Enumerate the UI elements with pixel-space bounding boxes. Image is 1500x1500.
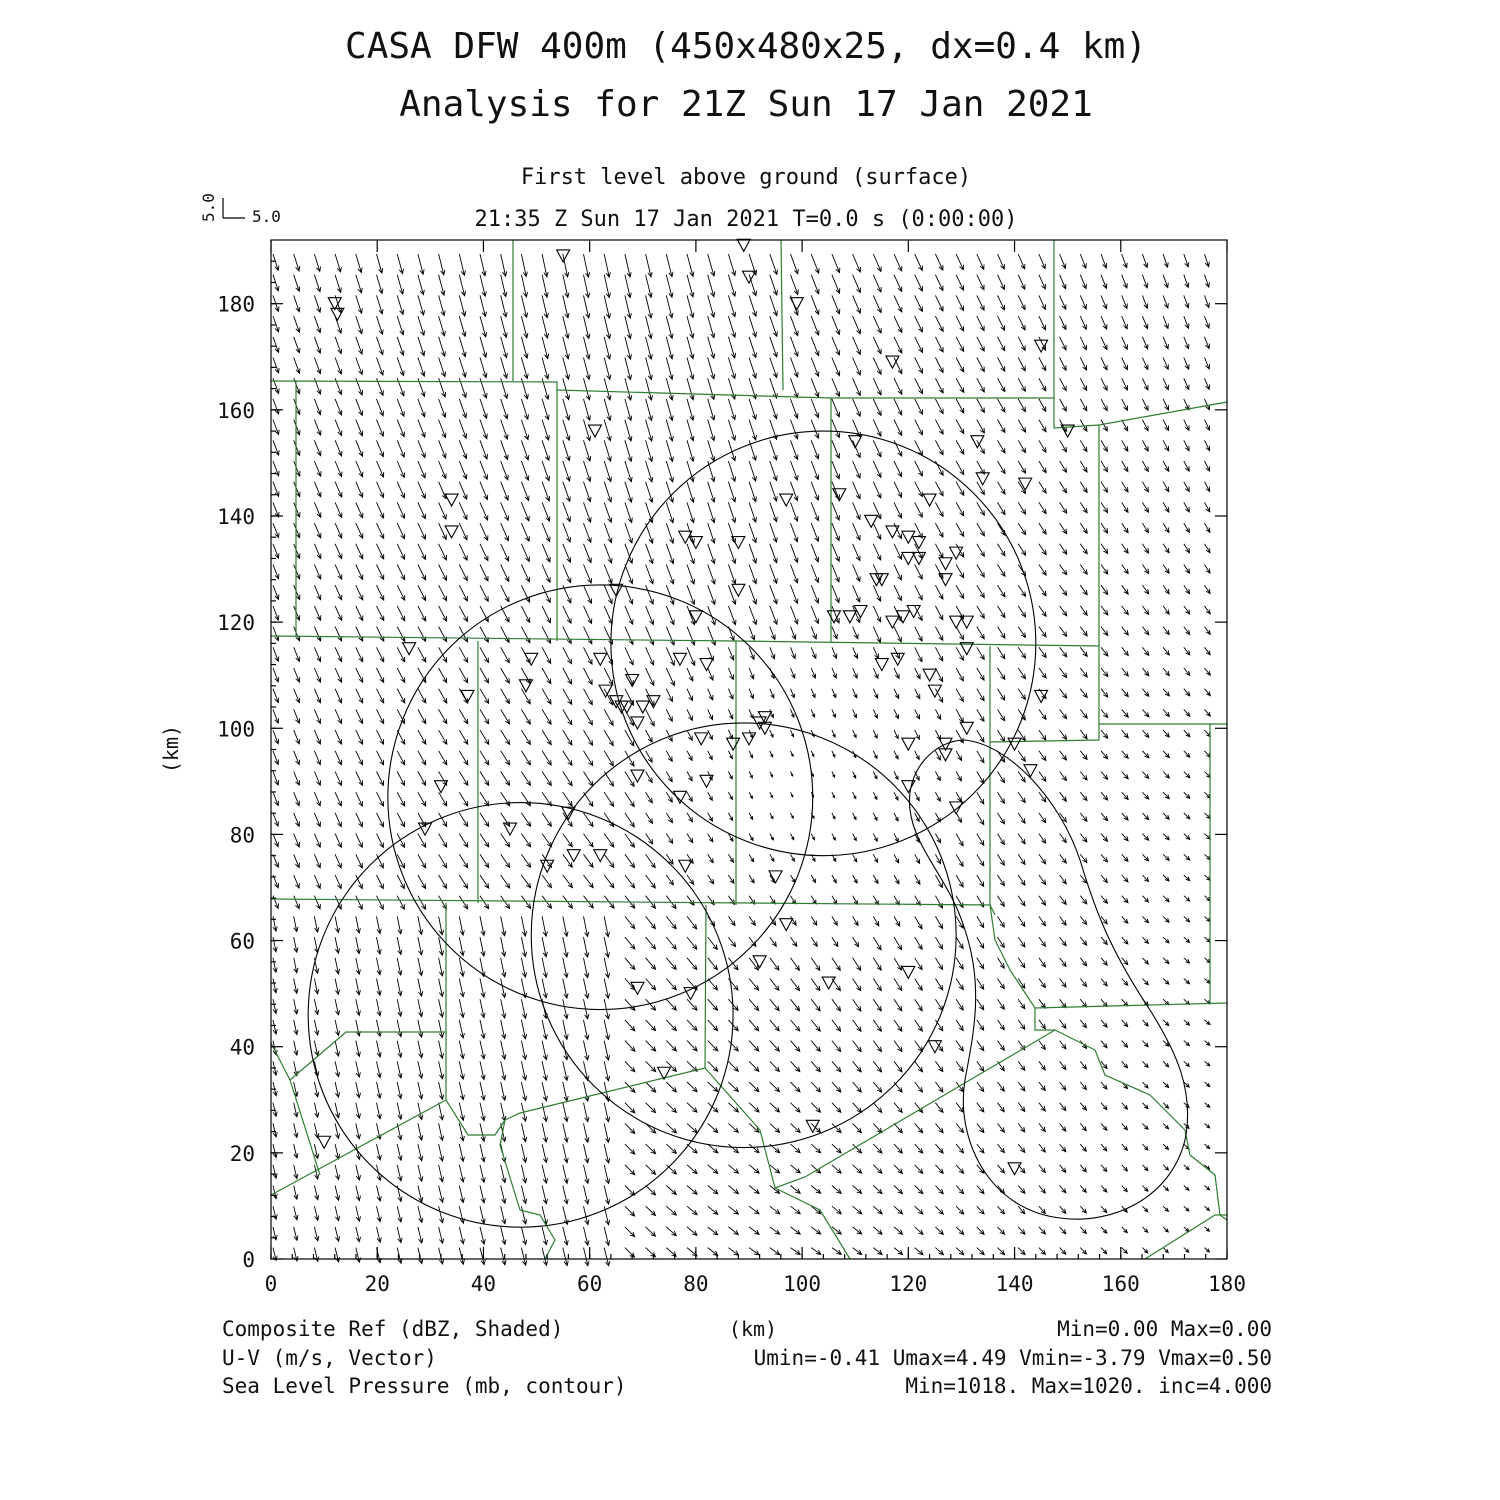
station-triangle-icon [902,966,915,978]
station-triangle-icon [923,669,936,681]
station-triangle-icon [902,781,915,793]
y-tick-label: 180 [217,292,255,317]
station-triangle-icon [700,659,713,671]
x-tick-label: 40 [470,1272,497,1296]
y-tick-label: 40 [229,1035,255,1060]
county-line [990,905,1227,1008]
wind-vector-field [273,254,1210,1266]
county-line [1054,398,1099,428]
station-triangle-icon [331,308,344,320]
station-triangle-icon [939,558,952,570]
radar-range-ring [531,723,956,1148]
x-axis-label: (km) [728,1317,778,1341]
station-triangle-icon [403,643,416,655]
station-triangle-icon [912,537,925,549]
station-triangle-icon [631,770,644,782]
station-triangle-icon [737,239,750,251]
station-triangle-icon [626,675,639,687]
station-triangle-icon [594,653,607,665]
station-triangle-icon [886,356,899,368]
station-triangle-icon [679,860,692,872]
x-tick-label: 160 [1101,1272,1140,1296]
footer-field2-stats: Umin=-0.41 Umax=4.49 Vmin=-3.79 Vmax=0.50 [753,1346,1272,1370]
footer-field2-name: U-V (m/s, Vector) [222,1346,437,1370]
footer-field3-name: Sea Level Pressure (mb, contour) [222,1374,627,1398]
y-tick-label: 80 [229,823,255,848]
vector-scale-x-label: 5.0 [252,207,281,226]
station-triangle-icon [960,722,973,734]
station-triangle-icon [886,616,899,628]
station-triangle-icon [923,494,936,506]
station-markers [318,239,1075,1174]
station-triangle-icon [1024,765,1037,777]
vector-scale-y-label: 5.0 [199,193,218,222]
county-line [1145,1215,1227,1259]
y-tick-label: 140 [217,504,255,529]
station-triangle-icon [631,717,644,729]
x-tick-label: 180 [1208,1272,1246,1296]
county-line [271,1043,290,1080]
station-triangle-icon [865,515,878,527]
station-triangle-icon [588,425,601,437]
title-line1: CASA DFW 400m (450x480x25, dx=0.4 km) [345,26,1147,67]
station-triangle-icon [780,919,793,931]
y-tick-label: 120 [217,611,255,636]
x-tick-label: 80 [683,1272,709,1296]
y-tick-label: 100 [217,717,255,742]
county-line [290,903,446,1175]
station-triangle-icon [727,738,740,750]
y-tick-label: 160 [217,398,255,423]
county-line [1099,646,1210,1003]
station-triangle-icon [636,701,649,713]
vector-scale-key [199,193,281,226]
station-triangle-icon [631,982,644,994]
station-triangle-icon [1008,1163,1021,1175]
station-triangle-icon [519,680,532,692]
station-triangle-icon [1019,478,1032,490]
station-triangle-icon [445,526,458,538]
level-subtitle: First level above ground (surface) [520,165,972,190]
y-tick-label: 60 [229,929,255,954]
station-triangle-icon [743,733,756,745]
station-triangle-icon [689,537,702,549]
radar-range-ring [388,585,813,1010]
station-triangle-icon [822,977,835,989]
x-tick-label: 100 [783,1272,822,1296]
x-tick-label: 140 [995,1272,1034,1296]
station-triangle-icon [318,1136,331,1148]
station-triangle-icon [875,659,888,671]
y-axis-label: (km) [159,724,183,774]
title-line2: Analysis for 21Z Sun 17 Jan 2021 [399,84,1093,125]
x-tick-label: 60 [577,1272,603,1296]
wind-vectors [273,254,1210,1266]
x-tick-label: 0 [264,1272,278,1296]
y-tick-label: 0 [242,1248,255,1272]
station-triangle-icon [567,850,580,862]
x-tick-label: 20 [364,1272,390,1296]
station-triangle-icon [445,494,458,506]
station-triangle-icon [732,584,745,596]
station-triangle-icon [695,733,708,745]
station-triangle-icon [673,653,686,665]
radar-range-ring [308,803,733,1228]
y-tick-label: 20 [229,1141,255,1166]
station-triangle-icon [843,611,856,623]
station-triangle-icon [806,1120,819,1132]
station-triangle-icon [902,738,915,750]
footer-field1-name: Composite Ref (dBZ, Shaded) [222,1317,564,1341]
station-triangle-icon [886,526,899,538]
axis-ticks [217,240,1246,1296]
station-triangle-icon [976,473,989,485]
county-line [781,240,783,390]
footer-field3-stats: Min=1018. Max=1020. inc=4.000 [905,1374,1272,1398]
station-triangle-icon [673,791,686,803]
x-tick-label: 120 [889,1272,928,1296]
footer-field1-stats: Min=0.00 Max=0.00 [1057,1317,1272,1341]
station-triangle-icon [525,653,538,665]
valid-timestamp: 21:35 Z Sun 17 Jan 2021 T=0.0 s (0:00:00) [474,207,1018,232]
radar-range-ring [611,431,1036,856]
station-triangle-icon [504,823,517,835]
